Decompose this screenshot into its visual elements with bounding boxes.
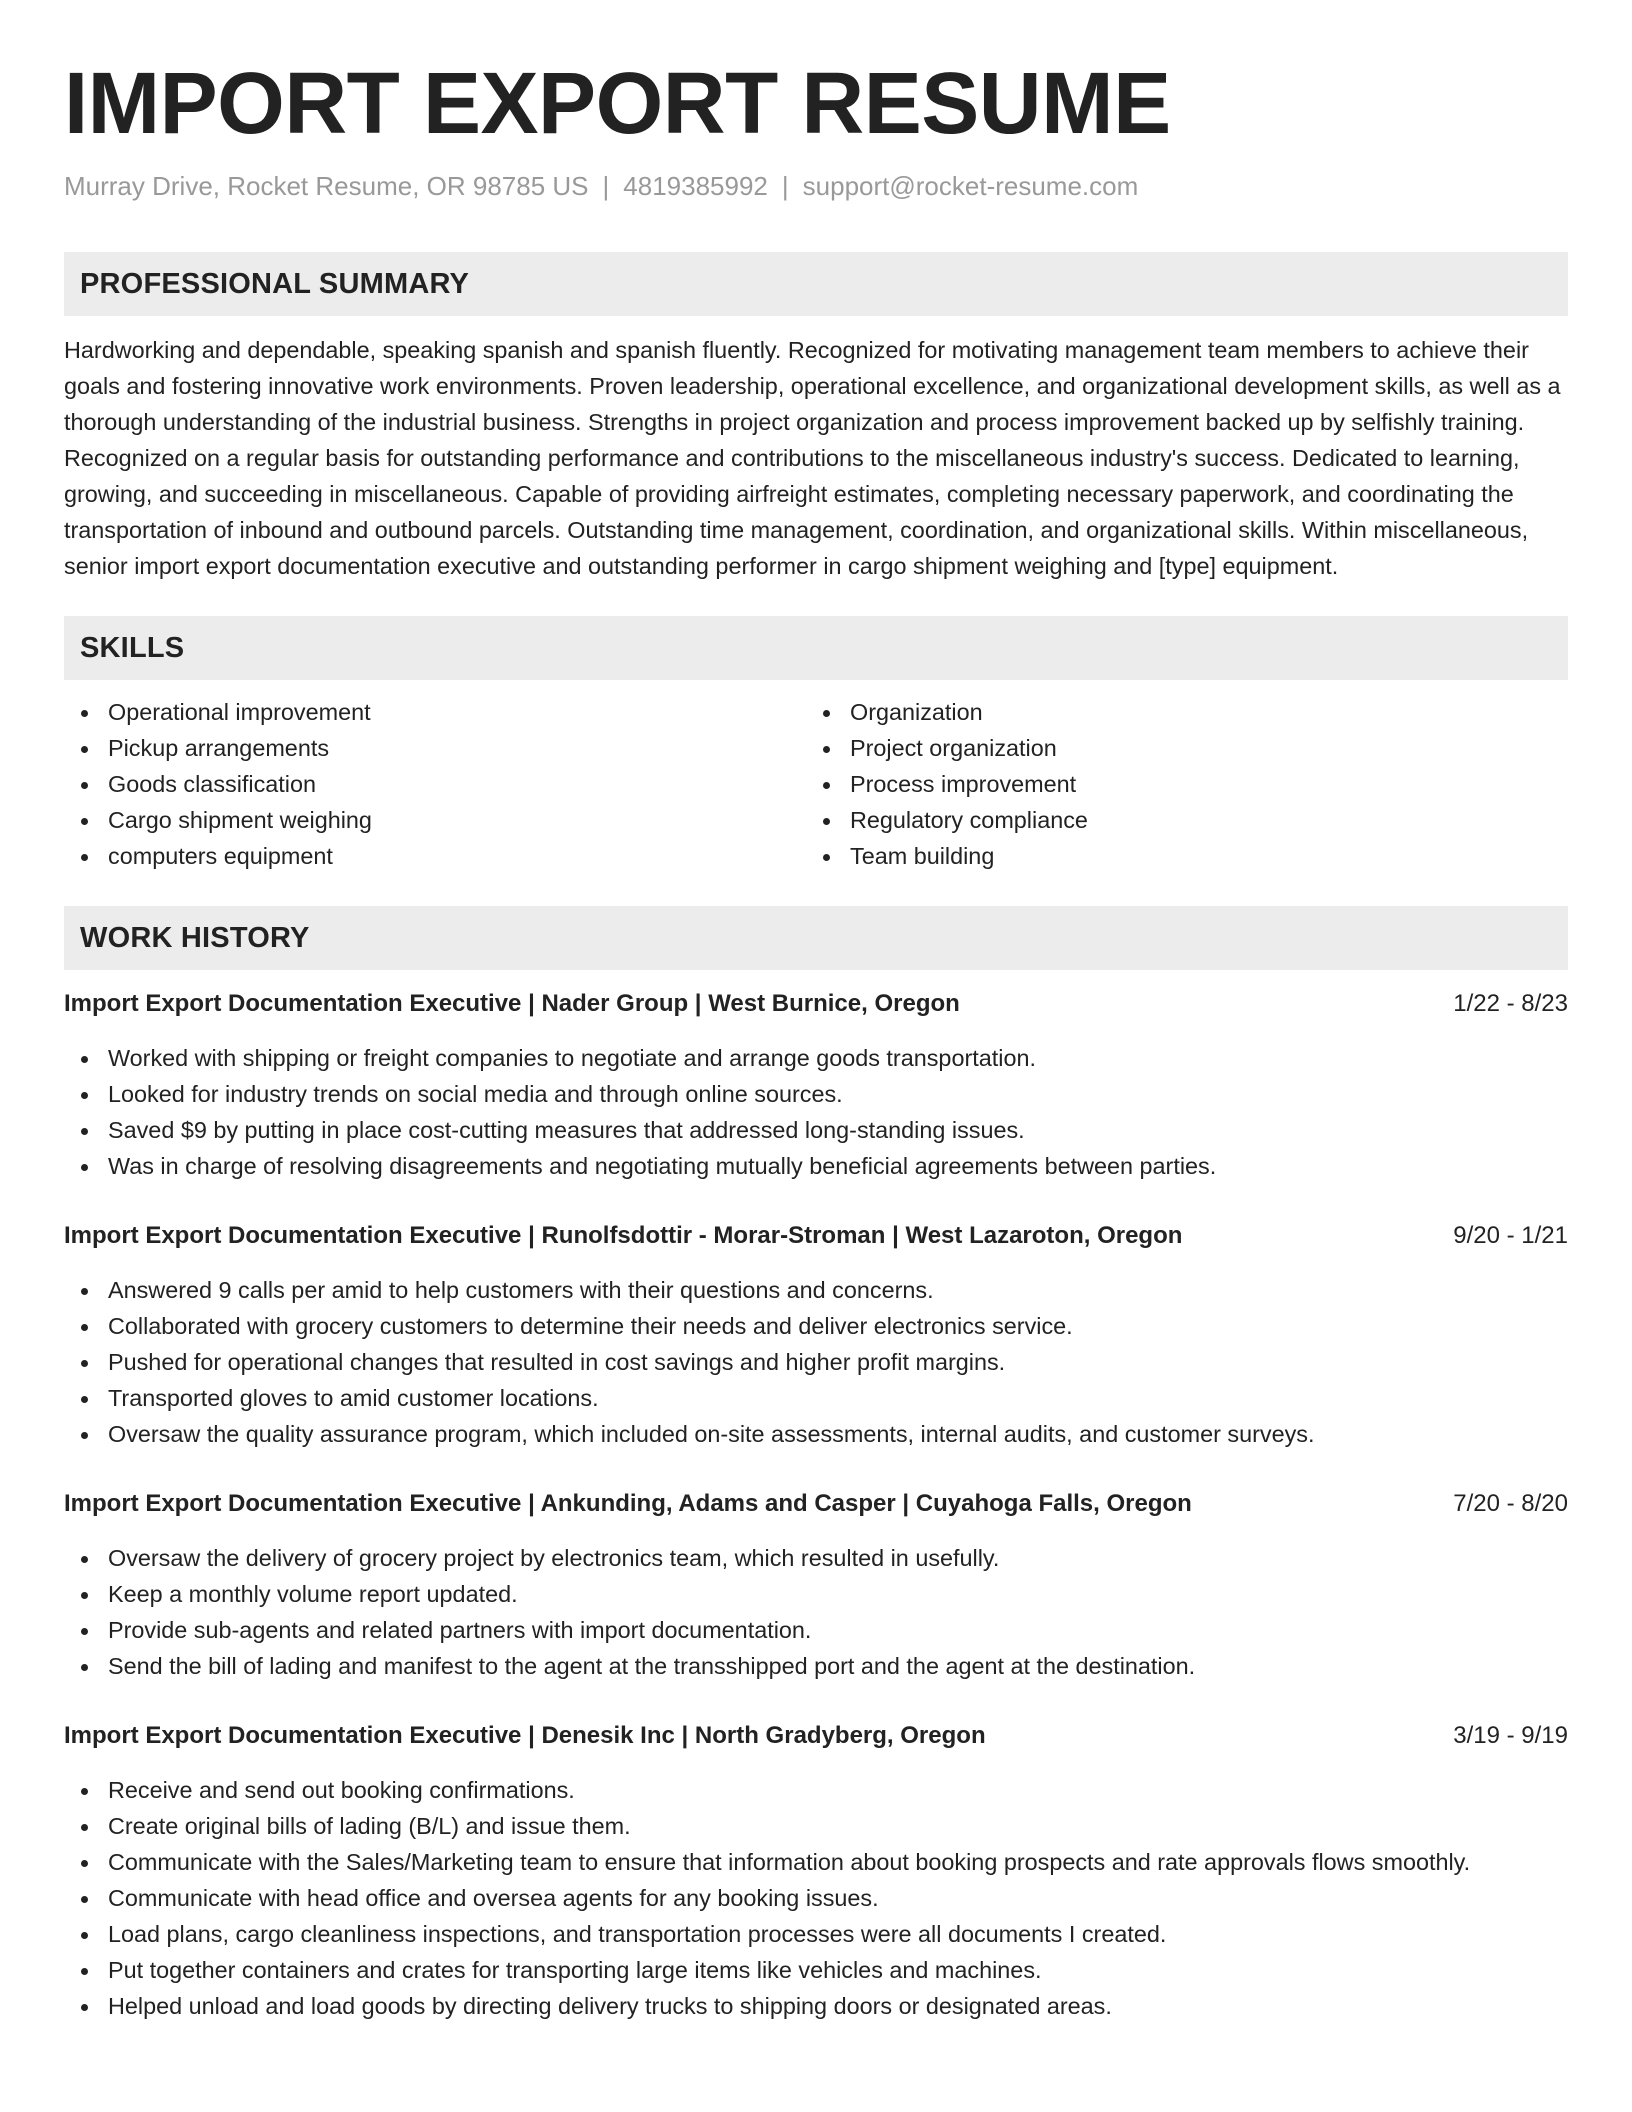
job-bullet: Communicate with the Sales/Marketing team to ensure that information about booking prospects and rate approvals flows smoothly.	[64, 1844, 1568, 1880]
skill-item: Cargo shipment weighing	[64, 802, 806, 838]
contact-line	[64, 168, 1568, 204]
contact-address: Murray Drive, Rocket Resume, OR 98785 US	[64, 171, 589, 201]
job-bullet: Transported gloves to amid customer locations.	[64, 1380, 1568, 1416]
job-heading: Import Export Documentation Executive | Runolfsdottir - Morar-Stroman | West Lazaroton, Oregon	[64, 1222, 1183, 1249]
skill-item: Organization	[806, 694, 1548, 730]
job-bullet: Put together containers and crates for transporting large items like vehicles and machines.	[64, 1952, 1568, 1988]
job-bullet: Oversaw the delivery of grocery project by electronics team, which resulted in usefully.	[64, 1540, 1568, 1576]
job-bullet: Receive and send out booking confirmations.	[64, 1772, 1568, 1808]
job-dates: 9/20 - 1/21	[1453, 1222, 1568, 1249]
job-entry	[64, 1486, 1568, 1684]
job-bullet: Oversaw the quality assurance program, which included on-site assessments, internal audits, and customer surveys.	[64, 1416, 1568, 1452]
skill-item: Pickup arrangements	[64, 730, 806, 766]
job-bullet: Pushed for operational changes that resulted in cost savings and higher profit margins.	[64, 1344, 1568, 1380]
skill-item: computers equipment	[64, 838, 806, 874]
contact-email: support@rocket-resume.com	[802, 171, 1139, 201]
job-bullet: Answered 9 calls per amid to help customers with their questions and concerns.	[64, 1272, 1568, 1308]
job-heading: Import Export Documentation Executive | Denesik Inc | North Gradyberg, Oregon	[64, 1722, 986, 1749]
job-bullet: Worked with shipping or freight companies to negotiate and arrange goods transportation.	[64, 1040, 1568, 1076]
skill-item: Process improvement	[806, 766, 1548, 802]
job-bullet: Provide sub-agents and related partners with import documentation.	[64, 1612, 1568, 1648]
skill-item: Project organization	[806, 730, 1548, 766]
job-bullet: Looked for industry trends on social media and through online sources.	[64, 1076, 1568, 1112]
job-heading: Import Export Documentation Executive | Nader Group | West Burnice, Oregon	[64, 990, 960, 1017]
job-header	[64, 986, 1568, 1022]
section-header-work-history	[64, 906, 1568, 970]
section-header-summary	[64, 252, 1568, 316]
section-title: SKILLS	[80, 631, 185, 664]
resume-title: IMPORT EXPORT RESUME	[64, 55, 1171, 152]
job-bullets	[64, 1272, 1568, 1452]
job-header	[64, 1486, 1568, 1522]
section-title: PROFESSIONAL SUMMARY	[80, 267, 470, 300]
skills-list	[64, 694, 1568, 874]
job-bullet: Send the bill of lading and manifest to the agent at the transshipped port and the agent at the destination.	[64, 1648, 1568, 1684]
contact-phone: 4819385992	[623, 171, 768, 201]
job-heading: Import Export Documentation Executive | Ankunding, Adams and Casper | Cuyahoga Falls, Oregon	[64, 1490, 1192, 1517]
job-bullet: Collaborated with grocery customers to determine their needs and deliver electronics service.	[64, 1308, 1568, 1344]
contact-separator: |	[781, 171, 789, 201]
skill-item: Regulatory compliance	[806, 802, 1548, 838]
skill-item: Operational improvement	[64, 694, 806, 730]
job-entry	[64, 1218, 1568, 1452]
job-bullets	[64, 1040, 1568, 1184]
job-dates: 3/19 - 9/19	[1453, 1722, 1568, 1749]
job-header	[64, 1218, 1568, 1254]
job-bullet: Load plans, cargo cleanliness inspections, and transportation processes were all documents I created.	[64, 1916, 1568, 1952]
summary-text: Hardworking and dependable, speaking spanish and spanish fluently. Recognized for motivating management team members to achieve their goals and fostering innovative work environments. Proven leadership, operational excellence, and organizational development skills, as well as a thorough understanding of the industrial business. Strengths in project organization and process improvement backed up by selfishly training. Recognized on a regular basis for outstanding performance and contributions to the miscellaneous industry's success. Dedicated to learning, growing, and succeeding in miscellaneous. Capable of providing airfreight estimates, completing necessary paperwork, and coordinating the transportation of inbound and outbound parcels. Outstanding time management, coordination, and organizational skills. Within miscellaneous, senior import export documentation executive and outstanding performer in cargo shipment weighing and [type] equipment.	[64, 337, 1561, 579]
skills-column-left	[64, 694, 806, 874]
job-header	[64, 1718, 1568, 1754]
job-bullets	[64, 1540, 1568, 1684]
skills-column-right	[806, 694, 1548, 874]
job-bullet: Communicate with head office and oversea agents for any booking issues.	[64, 1880, 1568, 1916]
job-bullet: Saved $9 by putting in place cost-cutting measures that addressed long-standing issues.	[64, 1112, 1568, 1148]
job-entry	[64, 1718, 1568, 2024]
section-header-skills	[64, 616, 1568, 680]
section-title: WORK HISTORY	[80, 921, 310, 954]
job-bullet: Create original bills of lading (B/L) and issue them.	[64, 1808, 1568, 1844]
job-dates: 1/22 - 8/23	[1453, 990, 1568, 1017]
skill-item: Goods classification	[64, 766, 806, 802]
job-bullet: Keep a monthly volume report updated.	[64, 1576, 1568, 1612]
job-entry	[64, 986, 1568, 1184]
job-bullet: Helped unload and load goods by directing delivery trucks to shipping doors or designated areas.	[64, 1988, 1568, 2024]
job-bullets	[64, 1772, 1568, 2024]
contact-separator: |	[602, 171, 610, 201]
job-dates: 7/20 - 8/20	[1453, 1490, 1568, 1517]
job-bullet: Was in charge of resolving disagreements and negotiating mutually beneficial agreements between parties.	[64, 1148, 1568, 1184]
skill-item: Team building	[806, 838, 1548, 874]
